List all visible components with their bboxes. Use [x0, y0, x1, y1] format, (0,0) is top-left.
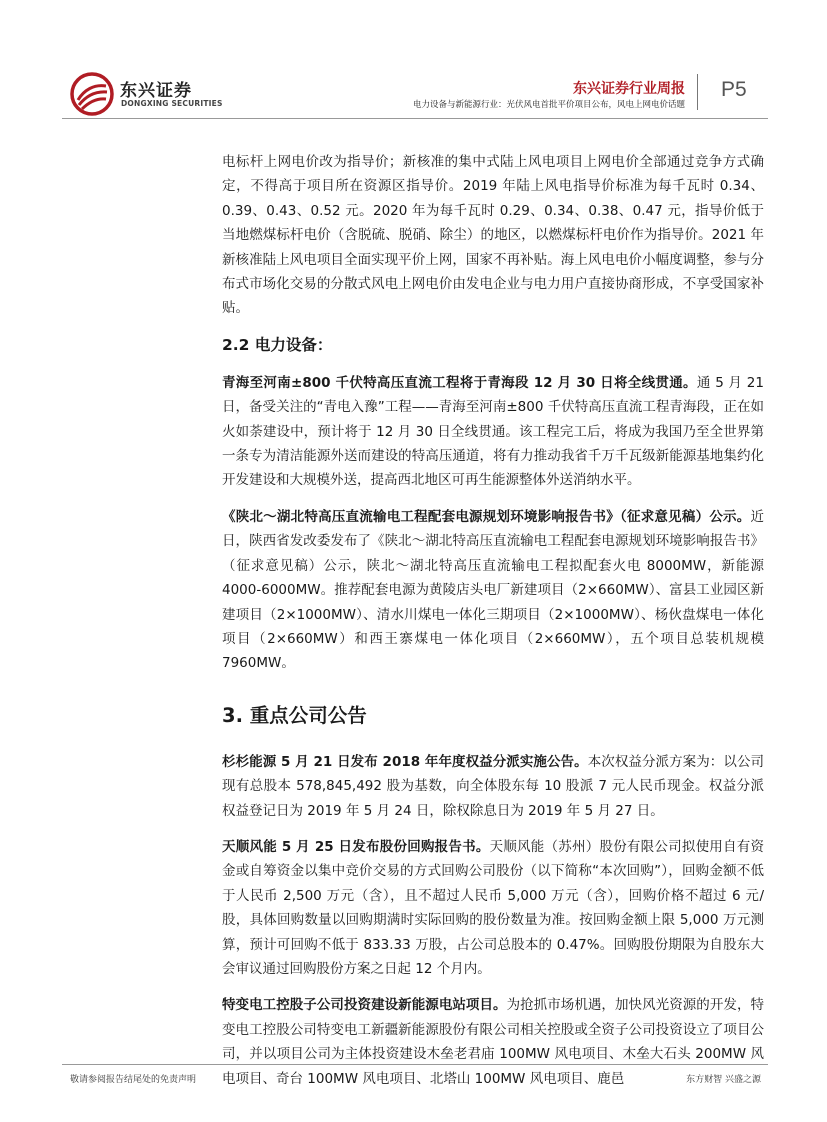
footer-slogan: 东方财智 兴盛之源 — [686, 1075, 761, 1085]
lead-shaanbei-hubei: 《陕北～湖北特高压直流输电工程配套电源规划环境影响报告书》（征求意见稿）公示。 — [222, 508, 751, 525]
paragraph-qinghai-henan-uhv — [222, 371, 764, 493]
header-rule — [62, 118, 768, 119]
report-subtitle: 电力设备与新能源行业：光伏风电首批平价项目公布，风电上网电价话题 — [412, 100, 685, 110]
text-shanshan: 本次权益分派方案为：以公司现有总股本 578,845,492 股为基数，向全体股东每 10 股派 7 元人民币现金。权益分派权益登记日为 2019 年 5 月 24 日，除权除息日为 2019 年 5 月 27 日。 — [222, 753, 765, 819]
report-title: 东兴证券行业周报 — [573, 81, 685, 97]
paragraph-tbea-investment — [222, 993, 764, 1091]
text-titan-wind: 天顺风能（苏州）股份有限公司拟使用自有资金或自筹资金以集中竞价交易的方式回购公司股份（以下简称“本次回购”），回购金额不低于人民币 2,500 万元（含），且不超过人民币 5,000 万元（含），回购价格不超过 6 元/股，具体回购数量以回购期满时实际回购的股份数量为准。按回购金额上限 5,000 万元测算，预计可回购不低于 833.33 万股，占公司总股本的 0.47%。回购股份期限为自股东大会审议通过回购股份方案之日起 12 个月内。 — [222, 838, 765, 977]
text-qinghai-henan: 通 5 月 21 日，备受关注的“青电入豫”工程——青海至河南±800 千伏特高压直流工程青海段，正在如火如荼建设中，预计将于 12 月 30 日全线贯通。该工程完工后，将成为我国乃至全世界第一条专为清洁能源外送而建设的特高压通道，将有力推动我省千万千瓦级新能源基地集约化开发建设和大规模外送，提高西北地区可再生能源整体外送消纳水平。 — [222, 374, 764, 489]
report-body — [222, 150, 764, 1103]
page-number: P5 — [721, 78, 747, 101]
text-tbea: 为抢抓市场机遇，加快风光资源的开发，特变电工控股公司特变电工新疆新能源股份有限公司相关控股或全资子公司投资设立了项目公司，并以项目公司为主体投资建设木垒老君庙 100MW 风电项目、木垒大石头 200MW 风电项目、奇台 100MW 风电项目、北塔山 100MW 风电项目、鹿邑 — [222, 997, 765, 1087]
section-heading-power-equipment: 2.2 电力设备： — [222, 335, 333, 354]
text-shaanbei-hubei: 近日，陕西省发改委发布了《陕北～湖北特高压直流输电工程配套电源规划环境影响报告书》（征求意见稿）公示，陕北～湖北特高压直流输电工程拟配套火电 8000MW，新能源 4000-6000MW。推荐配套电源为黄陵店头电厂新建项目（2×660MW）、富县工业园区新建项目（2×1000MW）、清水川煤电一体化三期项目（2×1000MW）、杨伙盘煤电一体化项目（2×660MW）和西王寨煤电一体化项目（2×660MW），五个项目总装机规模 7960MW。 — [222, 508, 764, 672]
header-divider — [697, 74, 698, 110]
paragraph-titan-wind-buyback — [222, 835, 764, 981]
paragraph-wind-pricing: 电标杆上网电价改为指导价；新核准的集中式陆上风电项目上网电价全部通过竞争方式确定，不得高于项目所在资源区指导价。2019 年陆上风电指导价标准为每千瓦时 0.34、0.39、0.43、0.52 元。2020 年为每千瓦时 0.29、0.34、0.38、0.47 元，指导价低于当地燃煤标杆电价（含脱硫、脱硝、除尘）的地区，以燃煤标杆电价作为指导价。2021 年新核准陆上风电项目全面实现平价上网，国家不再补贴。海上风电电价小幅度调整，参与分布式市场化交易的分散式风电上网电价由发电企业与电力用户直接协商形成，不享受国家补贴。 — [222, 154, 764, 317]
lead-shanshan: 杉杉能源 5 月 21 日发布 2018 年年度权益分派实施公告。 — [222, 753, 588, 770]
logo-chinese-name: 东兴证券 — [120, 81, 192, 101]
logo-english-name: DONGXING SECURITIES — [121, 99, 223, 108]
footer-disclaimer-note: 敬请参阅报告结尾处的免责声明 — [70, 1075, 197, 1085]
paragraph-shanshan-dividend — [222, 750, 764, 823]
lead-titan-wind: 天顺风能 5 月 25 日发布股份回购报告书。 — [222, 838, 490, 855]
footer-rule — [62, 1064, 768, 1065]
paragraph-shaanbei-hubei-uhv — [222, 505, 764, 676]
lead-tbea: 特变电工控股子公司投资建设新能源电站项目。 — [222, 997, 507, 1014]
section-heading-company-announcements: 3. 重点公司公告 — [222, 703, 367, 727]
lead-qinghai-henan: 青海至河南±800 千伏特高压直流工程将于青海段 12 月 30 日将全线贯通。 — [222, 374, 697, 391]
company-logo — [70, 72, 223, 116]
logo-emblem-icon — [70, 72, 114, 116]
